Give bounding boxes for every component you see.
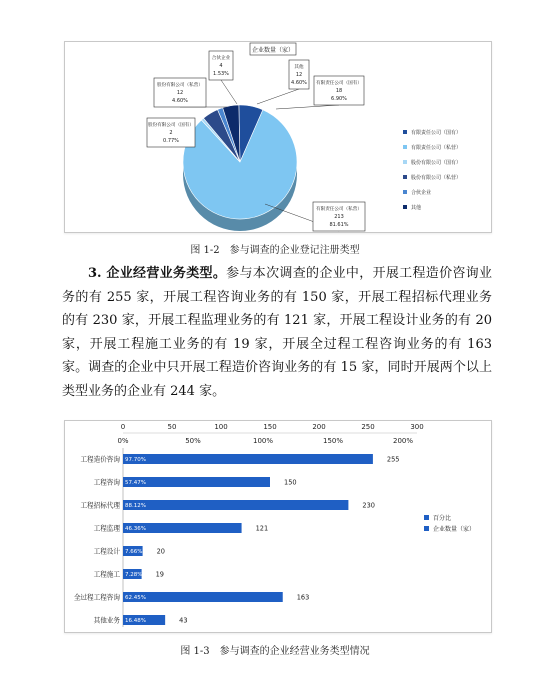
category-label: 工程施工	[93, 570, 120, 579]
legend-label: 其他	[411, 205, 422, 211]
legend-swatch	[403, 205, 407, 209]
top-axis	[121, 423, 424, 431]
pie-label-percent: 6.90%	[331, 96, 347, 102]
bar	[123, 500, 348, 510]
pie-label-value: 12	[176, 90, 184, 96]
business-type-paragraph	[62, 262, 492, 403]
legend-swatch	[403, 160, 407, 164]
bar-row	[94, 546, 165, 556]
percent-axis-tick-label: 50%	[185, 437, 201, 445]
pie-label-percent: 81.61%	[329, 222, 349, 228]
legend-swatch	[403, 130, 407, 134]
pie-data-label	[154, 78, 227, 107]
bar-row	[80, 500, 375, 510]
bar-percent-label: 97.70%	[125, 457, 146, 463]
pie-data-label	[209, 51, 237, 104]
legend-swatch	[403, 145, 407, 149]
caption-text: 参与调查的企业登记注册类型	[229, 245, 360, 256]
pie-title	[250, 43, 296, 55]
legend-swatch	[403, 190, 407, 194]
bar-row	[74, 592, 309, 602]
legend-swatch	[424, 526, 429, 531]
percent-axis-tick-label: 100%	[252, 437, 274, 445]
pie-label-name: 股份有限公司（国有）	[148, 123, 194, 128]
bar-value-label: 255	[386, 455, 400, 464]
pie-label-name: 股份有限公司（私营）	[157, 83, 203, 88]
caption-number: 图 1-3	[180, 646, 210, 657]
bar-row	[80, 454, 399, 464]
category-label: 工程监理	[93, 524, 120, 533]
bar	[123, 592, 283, 602]
bar-value-label: 150	[284, 478, 297, 487]
percent-axis-tick-label: 0%	[117, 437, 129, 445]
top-axis-tick-label: 0	[120, 423, 126, 431]
bar-row	[94, 569, 164, 579]
figure-1-2-caption	[0, 241, 550, 256]
bar-value-label: 121	[255, 524, 269, 533]
pie-leader-line	[276, 105, 339, 109]
legend-label: 有限责任公司（国有）	[411, 130, 462, 136]
pie-label-percent: 4.60%	[172, 98, 188, 104]
legend-label: 股份有限公司（私营）	[411, 175, 462, 181]
pie-label-value: 213	[334, 214, 344, 220]
legend-label: 企业数量（家）	[433, 526, 476, 533]
legend-swatch	[424, 515, 429, 520]
pie-label-name: 有限责任公司（国有）	[316, 81, 362, 86]
pie-data-label	[257, 60, 309, 104]
pie-label-percent: 1.53%	[213, 71, 229, 77]
pie-label-percent: 4.60%	[291, 80, 307, 86]
percent-axis-tick-label: 200%	[392, 437, 414, 445]
legend-swatch	[403, 175, 407, 179]
top-axis-tick-label: 50	[167, 423, 177, 431]
bar-percent-label: 57.47%	[125, 480, 146, 486]
bar-percent-label: 46.36%	[125, 526, 146, 532]
pie-leader-line	[257, 89, 299, 104]
bar	[123, 454, 373, 464]
pie-label-value: 2	[169, 130, 173, 136]
category-label: 其他业务	[93, 616, 120, 625]
top-axis-tick-label: 300	[410, 423, 424, 431]
pie-data-label	[147, 118, 195, 147]
bar-chart-frame	[64, 420, 492, 633]
pie-chart	[65, 42, 491, 232]
category-label: 工程造价咨询	[80, 455, 120, 464]
bar-percent-label: 7.66%	[125, 549, 143, 555]
legend-label: 合伙企业	[411, 190, 432, 196]
bar-percent-label: 7.28%	[125, 572, 143, 578]
bar-value-label: 230	[362, 501, 375, 510]
bar-value-label: 19	[155, 570, 165, 579]
bar-percent-label: 88.12%	[125, 503, 146, 509]
category-label: 工程咨询	[93, 478, 120, 487]
pie-label-value: 18	[335, 88, 343, 94]
pie-label-name: 合伙企业	[211, 56, 231, 61]
pie-label-percent: 0.77%	[163, 138, 179, 144]
percent-axis-tick-label: 150%	[322, 437, 344, 445]
bar-value-label: 43	[179, 616, 188, 625]
bar-row	[94, 523, 269, 533]
paragraph-body: 参与本次调查的企业中，开展工程造价咨询业务的有 255 家，开展工程咨询业务的有 150 家，开展工程招标代理业务的有 230 家，开展工程监理业务的有 121 家，开展工程设计业务的有 20 家，开展工程施工业务的有 19 家，开展全过程工程咨询业务的有 163 家。调查的企业中只开展工程造价咨询业务的有 15 家，同时开展两个以上类型业务的企业有 244 家。	[62, 266, 492, 399]
legend-label: 百分比	[433, 515, 452, 522]
bar-row	[94, 615, 188, 625]
top-axis-tick-label: 150	[263, 423, 277, 431]
category-label: 全过程工程咨询	[73, 593, 120, 602]
bar-legend	[424, 514, 475, 533]
top-axis-tick-label: 100	[214, 423, 228, 431]
pie-legend	[403, 129, 461, 211]
pie-chart-frame	[64, 41, 492, 233]
pie-label-name: 有限责任公司（私营）	[316, 207, 362, 212]
top-axis-tick-label: 250	[361, 423, 375, 431]
bar-value-label: 163	[296, 593, 310, 602]
percent-axis	[117, 437, 413, 445]
bar-row	[94, 477, 297, 487]
top-axis-tick-label: 200	[312, 423, 326, 431]
pie-label-name: 其他	[294, 65, 304, 70]
bar-chart	[65, 421, 491, 632]
bar-value-label: 20	[156, 547, 165, 556]
category-label: 工程招标代理	[80, 501, 120, 510]
figure-1-3-caption	[0, 642, 550, 657]
category-label: 工程设计	[93, 547, 120, 556]
pie-label-value: 12	[295, 72, 303, 78]
caption-number: 图 1-2	[190, 245, 220, 256]
legend-label: 有限责任公司（私营）	[411, 145, 462, 151]
paragraph-heading: 3. 企业经营业务类型。	[88, 266, 227, 281]
bar-percent-label: 62.45%	[125, 595, 146, 601]
pie-title-text: 企业数量（家）	[251, 47, 295, 54]
pie-label-value: 4	[219, 63, 223, 69]
bar-percent-label: 16.48%	[125, 618, 146, 624]
legend-label: 股份有限公司（国有）	[411, 160, 462, 166]
caption-text: 参与调查的企业经营业务类型情况	[219, 646, 370, 657]
pie-leader-line	[221, 80, 237, 104]
